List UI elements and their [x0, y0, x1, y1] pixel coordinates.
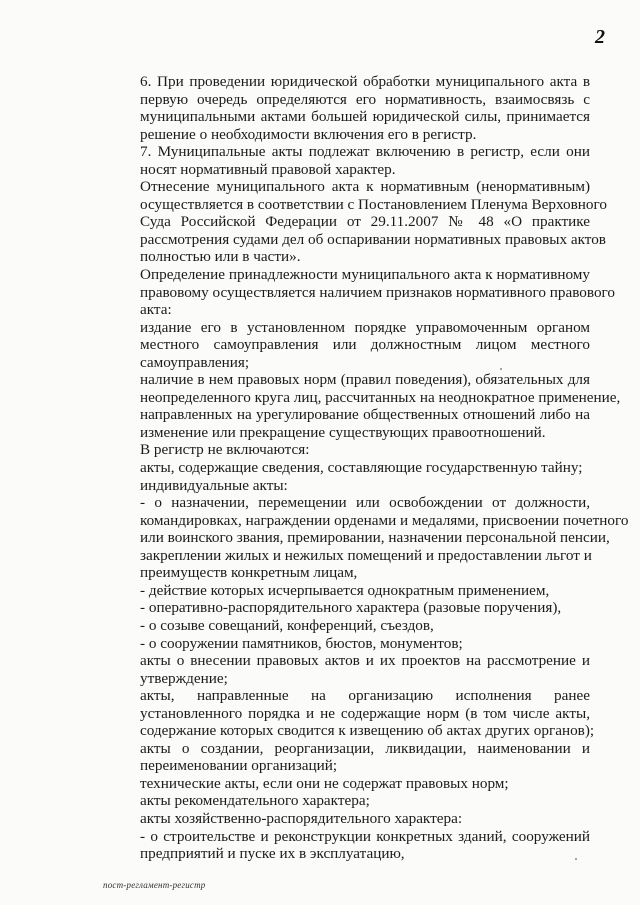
paragraph	[103, 740, 590, 775]
paragraph	[103, 459, 590, 477]
text-line: изменение или прекращение существующих правоотношений.	[140, 423, 546, 441]
text-line: первую очередь определяются его нормативность, взаимосвязь с	[140, 90, 590, 108]
text-line: носят нормативный правовой характер.	[140, 160, 396, 178]
text-line: Суда Российской Федерации от 29.11.2007 № 48 «О практике	[140, 213, 590, 231]
text-line: преимуществ конкретным лицам,	[140, 564, 358, 582]
document-body	[103, 73, 629, 863]
paragraph	[103, 652, 590, 687]
scan-speck	[575, 858, 577, 860]
text-line: переименовании организаций;	[140, 757, 338, 775]
paragraph	[103, 266, 615, 319]
text-line: акта:	[140, 301, 172, 319]
page-number: 2	[595, 26, 605, 48]
paragraph	[103, 73, 590, 143]
text-line: неопределенного круга лиц, рассчитанных на неоднократное применение,	[140, 388, 621, 406]
paragraph	[103, 178, 607, 266]
text-line: - действие которых исчерпывается однократным применением,	[140, 581, 550, 599]
paragraph	[103, 775, 590, 793]
text-line: правовому осуществляется наличием признаков нормативного правового	[140, 283, 615, 301]
paragraph	[103, 828, 590, 863]
text-line: - о назначении, перемещении или освобождении от должности,	[140, 494, 590, 512]
text-line: командировках, награждении орденами и медалями, присвоении почетного	[140, 511, 629, 529]
paragraph	[103, 477, 590, 495]
text-line: содержание которых сводится к извещению об актах других органов);	[140, 722, 595, 740]
paragraph	[103, 635, 590, 653]
paragraph	[103, 441, 590, 459]
text-line: акты, содержащие сведения, составляющие государственную тайну;	[140, 459, 583, 477]
text-line: Отнесение муниципального акта к нормативным (ненормативным)	[140, 178, 590, 196]
text-line: 7. Муниципальные акты подлежат включению в регистр, если они	[140, 143, 590, 161]
paragraph	[103, 319, 590, 372]
text-line: 6. При проведении юридической обработки муниципального акта в	[140, 73, 590, 90]
paragraph	[103, 617, 590, 635]
paragraph	[103, 143, 590, 178]
text-line: - о строительстве и реконструкции конкретных зданий, сооружений	[140, 827, 590, 845]
text-line: или воинского звания, премировании, назначении персональной пенсии,	[140, 529, 610, 547]
text-line: технические акты, если они не содержат правовых норм;	[140, 774, 509, 792]
paragraph	[103, 371, 621, 441]
text-line: муниципальными актами большей юридической силы, принимается	[140, 108, 590, 126]
text-line: закреплении жилых и нежилых помещений и предоставлении льгот и	[140, 546, 592, 564]
text-line: акты рекомендательного характера;	[140, 792, 370, 810]
text-line: решение о необходимости включения его в регистр.	[140, 125, 477, 143]
text-line: - оперативно-распорядительного характера (разовые поручения),	[140, 599, 562, 617]
text-line: - о сооружении памятников, бюстов, монументов;	[140, 634, 463, 652]
text-line: рассмотрения судами дел об оспаривании нормативных правовых актов	[140, 230, 606, 248]
scan-speck	[500, 368, 502, 370]
text-line: осуществляется в соответствии с Постановлением Пленума Верховного	[140, 195, 607, 213]
paragraph	[103, 582, 590, 600]
text-line: установленного порядка и не содержащие норм (в том числе акты,	[140, 704, 590, 722]
text-line: местного самоуправления или должностным лицом местного	[140, 336, 590, 354]
text-line: предприятий и пуске их в эксплуатацию,	[140, 845, 405, 863]
text-line: акты, направленные на организацию исполнения ранее	[140, 687, 590, 705]
text-line: издание его в установленном порядке управомоченным органом	[140, 318, 590, 336]
paragraph	[103, 599, 590, 617]
text-line: индивидуальные акты:	[140, 476, 288, 494]
text-line: утверждение;	[140, 669, 228, 687]
text-line: направленных на урегулирование общественных отношений либо на	[140, 406, 590, 424]
paragraph	[103, 687, 595, 740]
paragraph	[103, 810, 590, 828]
text-line: акты хозяйственно-распорядительного характера:	[140, 809, 463, 827]
text-line: полностью или в части».	[140, 248, 301, 266]
text-line: акты о создании, реорганизации, ликвидации, наименовании и	[140, 739, 590, 757]
paragraph	[103, 494, 629, 582]
text-line: самоуправления;	[140, 353, 250, 371]
text-line: Определение принадлежности муниципального акта к нормативному	[140, 266, 590, 284]
paragraph	[103, 792, 590, 810]
text-line: В регистр не включаются:	[140, 441, 310, 459]
text-line: наличие в нем правовых норм (правил поведения), обязательных для	[140, 371, 590, 389]
text-line: - о созыве совещаний, конференций, съездов,	[140, 616, 434, 634]
text-line: акты о внесении правовых актов и их проектов на рассмотрение и	[140, 652, 590, 670]
footer-file-code: пост-регламент-регистр	[103, 880, 206, 890]
